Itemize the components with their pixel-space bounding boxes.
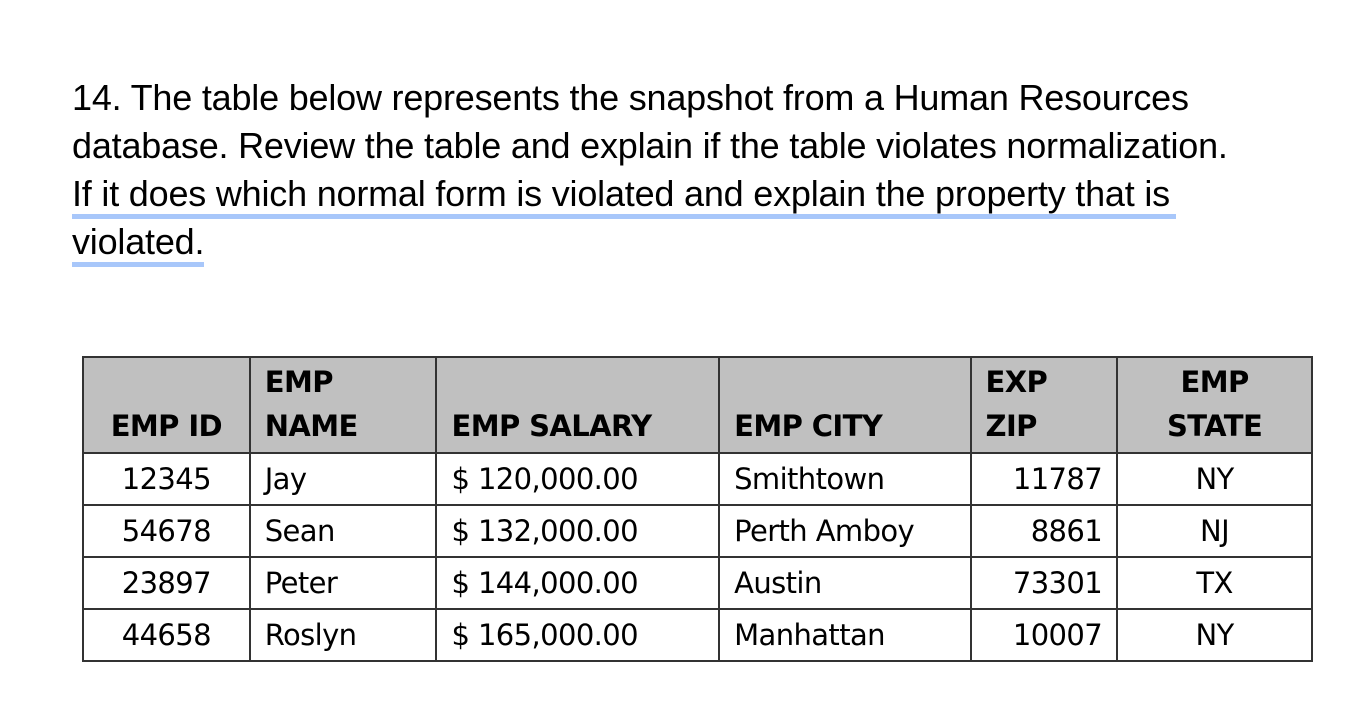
cell-emp-salary: $ 144,000.00 (436, 557, 719, 609)
cell-emp-city: Smithtown (719, 453, 970, 505)
cell-exp-zip: 11787 (971, 453, 1118, 505)
question-line-3-wrap (72, 170, 1342, 218)
cell-emp-state: NJ (1117, 505, 1312, 557)
header-emp-state-label-2: STATE (1166, 409, 1263, 443)
question-line-4-highlighted: violated. (72, 221, 204, 267)
cell-emp-state: NY (1117, 609, 1312, 661)
header-exp-zip (971, 357, 1118, 453)
cell-emp-salary: $ 165,000.00 (436, 609, 719, 661)
cell-emp-id: 23897 (83, 557, 250, 609)
header-exp-zip-label-2: ZIP (985, 409, 1037, 443)
cell-emp-city: Manhattan (719, 609, 970, 661)
cell-emp-salary: $ 120,000.00 (436, 453, 719, 505)
header-emp-id (83, 357, 250, 453)
header-emp-id-label: EMP ID (110, 409, 223, 443)
cell-emp-name: Jay (250, 453, 437, 505)
table-row (83, 453, 1312, 505)
question-line-2: database. Review the table and explain if the table violates normalization. (72, 125, 1228, 166)
cell-emp-id: 54678 (83, 505, 250, 557)
header-emp-city (719, 357, 970, 453)
header-emp-city-label: EMP CITY (734, 409, 883, 443)
cell-exp-zip: 73301 (971, 557, 1118, 609)
header-emp-name (250, 357, 437, 453)
cell-emp-state: NY (1117, 453, 1312, 505)
header-emp-name-label-1: EMP (264, 365, 333, 399)
cell-emp-id: 12345 (83, 453, 250, 505)
cell-exp-zip: 10007 (971, 609, 1118, 661)
header-emp-state (1117, 357, 1312, 453)
cell-emp-name: Roslyn (250, 609, 437, 661)
table-row (83, 609, 1312, 661)
cell-exp-zip: 8861 (971, 505, 1118, 557)
question-line-1: 14. The table below represents the snapshot from a Human Resources (72, 77, 1189, 118)
header-emp-state-label-1: EMP (1180, 365, 1249, 399)
question-line-3-highlighted: If it does which normal form is violated and explain the property that is (72, 173, 1176, 219)
header-emp-salary-label: EMP SALARY (451, 409, 652, 443)
cell-emp-city: Perth Amboy (719, 505, 970, 557)
cell-emp-name: Sean (250, 505, 437, 557)
header-emp-salary (436, 357, 719, 453)
header-exp-zip-label-1: EXP (985, 365, 1048, 399)
cell-emp-salary: $ 132,000.00 (436, 505, 719, 557)
table-header-row (83, 357, 1312, 453)
cell-emp-id: 44658 (83, 609, 250, 661)
question-text (72, 74, 1342, 266)
cell-emp-name: Peter (250, 557, 437, 609)
table-row (83, 557, 1312, 609)
question-line-4-wrap (72, 218, 1342, 266)
cell-emp-city: Austin (719, 557, 970, 609)
table-row (83, 505, 1312, 557)
employee-table (82, 356, 1313, 662)
header-emp-name-label-2: NAME (264, 409, 358, 443)
cell-emp-state: TX (1117, 557, 1312, 609)
